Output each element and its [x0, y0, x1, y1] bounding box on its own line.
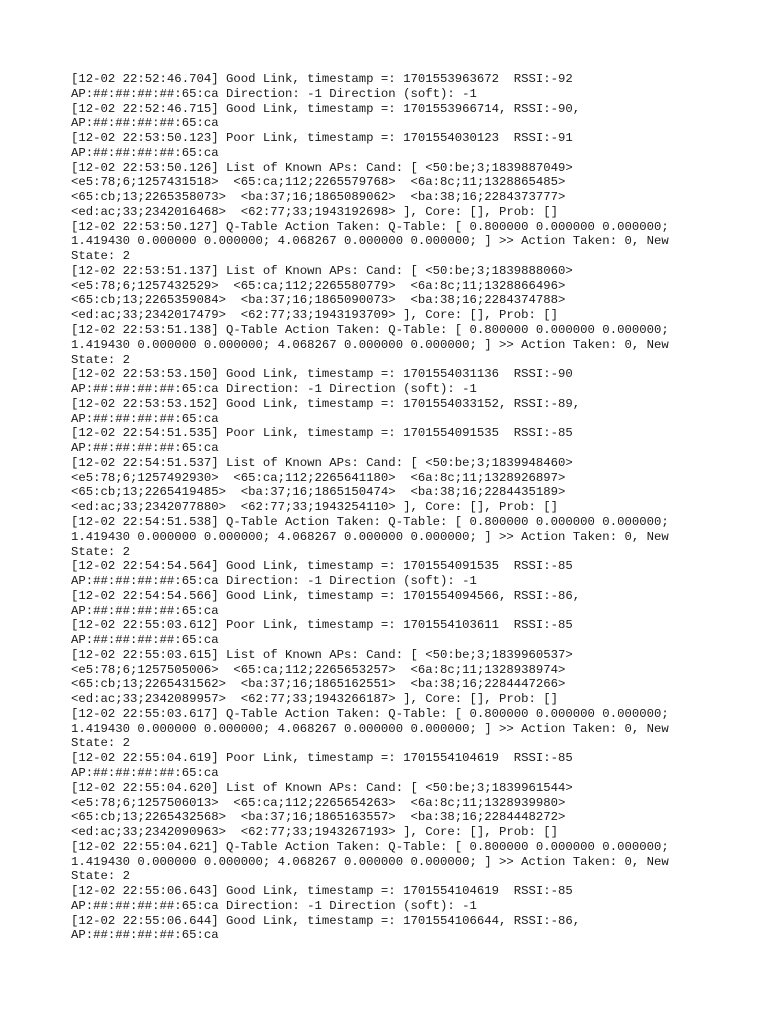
log-line: [12-02 22:53:51.138] Q-Table Action Taken: Q-Table: [ 0.800000 0.000000 0.000000;	[71, 323, 669, 338]
log-line: [12-02 22:54:51.535] Poor Link, timestamp =: 1701554091535 RSSI:-85	[71, 426, 573, 441]
log-line: [12-02 22:55:04.621] Q-Table Action Taken: Q-Table: [ 0.800000 0.000000 0.000000;	[71, 839, 669, 854]
log-line: [12-02 22:55:03.612] Poor Link, timestamp =: 1701554103611 RSSI:-85	[71, 618, 573, 633]
log-line: <e5:78;6;1257492930> <65:ca;112;2265641180> <6a:8c;11;1328926897>	[71, 470, 566, 485]
log-line: AP:##:##:##:##:65:ca	[71, 633, 219, 648]
log-line: [12-02 22:53:51.137] List of Known APs: Cand: [ <50:be;3;1839888060>	[71, 263, 573, 278]
log-line: 1.419430 0.000000 0.000000; 4.068267 0.000000 0.000000; ] >> Action Taken: 0, New	[71, 234, 669, 249]
log-line: [12-02 22:53:50.127] Q-Table Action Taken: Q-Table: [ 0.800000 0.000000 0.000000;	[71, 219, 669, 234]
log-line: 1.419430 0.000000 0.000000; 4.068267 0.000000 0.000000; ] >> Action Taken: 0, New	[71, 337, 669, 352]
log-line: [12-02 22:55:04.619] Poor Link, timestamp =: 1701554104619 RSSI:-85	[71, 751, 573, 766]
log-line: [12-02 22:52:46.704] Good Link, timestamp =: 1701553963672 RSSI:-92	[71, 72, 573, 86]
log-line: AP:##:##:##:##:65:ca Direction: -1 Direction (soft): -1	[71, 86, 477, 101]
log-line: [12-02 22:54:54.564] Good Link, timestamp =: 1701554091535 RSSI:-85	[71, 559, 573, 574]
log-line: State: 2	[71, 736, 131, 751]
log-line: State: 2	[71, 249, 131, 264]
log-line: State: 2	[71, 544, 131, 559]
log-line: <e5:78;6;1257431518> <65:ca;112;2265579768> <6a:8c;11;1328865485>	[71, 175, 566, 190]
log-line: <65:cb;13;2265432568> <ba:37;16;1865163557> <ba:38;16;2284448272>	[71, 810, 566, 825]
log-line: [12-02 22:54:54.566] Good Link, timestamp =: 1701554094566, RSSI:-86,	[71, 588, 581, 603]
log-line: <e5:78;6;1257506013> <65:ca;112;2265654263> <6a:8c;11;1328939980>	[71, 795, 566, 810]
log-line: <ed:ac;33;2342016468> <62:77;33;1943192698> ], Core: [], Prob: []	[71, 204, 559, 219]
log-line: [12-02 22:52:46.715] Good Link, timestamp =: 1701553966714, RSSI:-90,	[71, 101, 581, 116]
log-line: [12-02 22:55:03.615] List of Known APs: Cand: [ <50:be;3;1839960537>	[71, 647, 573, 662]
log-line: [12-02 22:53:53.150] Good Link, timestamp =: 1701554031136 RSSI:-90	[71, 367, 573, 382]
log-line: [12-02 22:53:50.126] List of Known APs: Cand: [ <50:be;3;1839887049>	[71, 160, 573, 175]
log-line: AP:##:##:##:##:65:ca	[71, 765, 219, 780]
log-line: AP:##:##:##:##:65:ca Direction: -1 Direction (soft): -1	[71, 898, 477, 913]
log-line: <65:cb;13;2265419485> <ba:37;16;1865150474> <ba:38;16;2284435189>	[71, 485, 566, 500]
log-line: 1.419430 0.000000 0.000000; 4.068267 0.000000 0.000000; ] >> Action Taken: 0, New	[71, 854, 669, 869]
log-line: [12-02 22:53:50.123] Poor Link, timestamp =: 1701554030123 RSSI:-91	[71, 131, 573, 146]
log-line: State: 2	[71, 869, 131, 884]
log-line: <65:cb;13;2265431562> <ba:37;16;1865162551> <ba:38;16;2284447266>	[71, 677, 566, 692]
log-line: <65:cb;13;2265358073> <ba:37;16;1865089062> <ba:38;16;2284373777>	[71, 190, 566, 205]
log-line: <e5:78;6;1257505006> <65:ca;112;2265653257> <6a:8c;11;1328938974>	[71, 662, 566, 677]
log-line: [12-02 22:53:53.152] Good Link, timestamp =: 1701554033152, RSSI:-89,	[71, 396, 581, 411]
log-line: [12-02 22:55:06.644] Good Link, timestamp =: 1701554106644, RSSI:-86,	[71, 913, 581, 928]
log-line: <ed:ac;33;2342090963> <62:77;33;1943267193> ], Core: [], Prob: []	[71, 825, 559, 840]
log-line: [12-02 22:54:51.537] List of Known APs: Cand: [ <50:be;3;1839948460>	[71, 455, 573, 470]
log-line: AP:##:##:##:##:65:ca	[71, 411, 219, 426]
log-line: AP:##:##:##:##:65:ca	[71, 928, 219, 943]
log-line: [12-02 22:54:51.538] Q-Table Action Taken: Q-Table: [ 0.800000 0.000000 0.000000;	[71, 514, 669, 529]
log-line: 1.419430 0.000000 0.000000; 4.068267 0.000000 0.000000; ] >> Action Taken: 0, New	[71, 721, 669, 736]
log-line: <ed:ac;33;2342077880> <62:77;33;1943254110> ], Core: [], Prob: []	[71, 500, 559, 515]
log-line: <ed:ac;33;2342089957> <62:77;33;1943266187> ], Core: [], Prob: []	[71, 692, 559, 707]
log-text-block	[71, 72, 731, 943]
log-line: AP:##:##:##:##:65:ca	[71, 441, 219, 456]
log-line: <e5:78;6;1257432529> <65:ca;112;2265580779> <6a:8c;11;1328866496>	[71, 278, 566, 293]
log-line: AP:##:##:##:##:65:ca Direction: -1 Direction (soft): -1	[71, 574, 477, 589]
log-line: [12-02 22:55:04.620] List of Known APs: Cand: [ <50:be;3;1839961544>	[71, 780, 573, 795]
log-line: 1.419430 0.000000 0.000000; 4.068267 0.000000 0.000000; ] >> Action Taken: 0, New	[71, 529, 669, 544]
log-line: AP:##:##:##:##:65:ca	[71, 603, 219, 618]
log-line: <65:cb;13;2265359084> <ba:37;16;1865090073> <ba:38;16;2284374788>	[71, 293, 566, 308]
log-line: AP:##:##:##:##:65:ca	[71, 145, 219, 160]
log-line: AP:##:##:##:##:65:ca	[71, 116, 219, 131]
log-line: State: 2	[71, 352, 131, 367]
log-line: [12-02 22:55:03.617] Q-Table Action Taken: Q-Table: [ 0.800000 0.000000 0.000000;	[71, 706, 669, 721]
log-line: AP:##:##:##:##:65:ca Direction: -1 Direction (soft): -1	[71, 382, 477, 397]
log-line: <ed:ac;33;2342017479> <62:77;33;1943193709> ], Core: [], Prob: []	[71, 308, 559, 323]
log-line: [12-02 22:55:06.643] Good Link, timestamp =: 1701554104619 RSSI:-85	[71, 884, 573, 899]
